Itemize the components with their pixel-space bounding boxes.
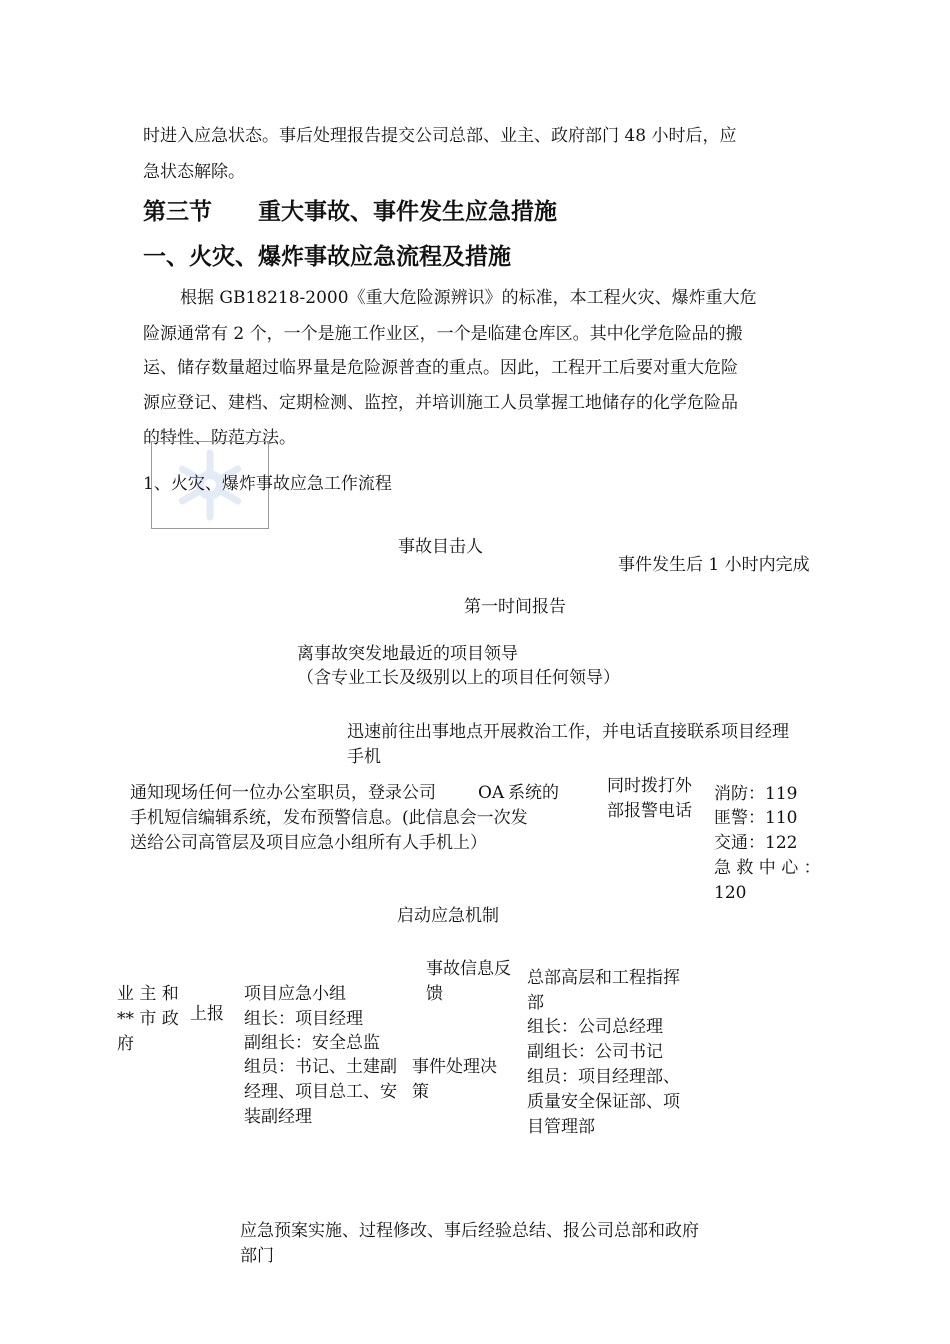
hq-deputy: 副组长：公司书记 (527, 1042, 663, 1062)
flow-final: 部门 (240, 1246, 274, 1266)
flow-time-note: 事件发生后 1 小时内完成 (618, 555, 810, 575)
flow-owner: 业 主 和 (117, 984, 179, 1004)
paragraph-line: 时进入应急状态。事后处理报告提交公司总部、业主、政府部门 48 小时后，应 (143, 126, 737, 146)
flow-decision: 事件处理决 (412, 1057, 497, 1077)
hq-title: 部 (527, 993, 544, 1013)
flow-start-mechanism: 启动应急机制 (397, 906, 499, 926)
flow-nearest-leader-note: （含专业工长及级别以上的项目任何领导） (297, 668, 620, 688)
hq-members: 质量安全保证部、项 (527, 1092, 680, 1112)
item-heading: 1、火灾、爆炸事故应急工作流程 (143, 474, 392, 494)
flow-owner: ** 市 政 (117, 1009, 179, 1029)
phone-police: 匪警：110 (714, 808, 798, 828)
phone-emergency-number: 120 (714, 883, 747, 903)
flow-feedback: 馈 (426, 984, 443, 1004)
flow-rush-line: 迅速前往出事地点开展救治工作，并电话直接联系项目经理 (347, 722, 789, 742)
phone-traffic: 交通：122 (714, 833, 798, 853)
subsection-title: 一、火灾、爆炸事故应急流程及措施 (143, 244, 511, 270)
paragraph-line: 运、储存数量超过临界量是危险源普查的重点。因此，工程开工后要对重大危险 (143, 358, 738, 378)
flow-owner: 府 (117, 1034, 134, 1054)
flow-external-call: 部报警电话 (607, 801, 692, 821)
paragraph-line: 急状态解除。 (143, 162, 245, 182)
notify-text: 通知现场任何一位办公室职员，登录公司 (130, 783, 436, 803)
hq-members: 目管理部 (527, 1117, 595, 1137)
flow-notify-line: 手机短信编辑系统，发布预警信息。(此信息会一次发 (130, 808, 528, 828)
project-team-title: 项目应急小组 (244, 984, 346, 1004)
flow-notify-line: 送给公司高管层及项目应急小组所有人手机上） (130, 833, 487, 853)
hq-members: 组员：项目经理部、 (527, 1067, 680, 1087)
project-team-members: 组员：书记、土建副 (244, 1057, 397, 1077)
section-title: 第三节 重大事故、事件发生应急措施 (143, 199, 557, 225)
flow-first-report: 第一时间报告 (464, 597, 566, 617)
paragraph-line: 的特性、防范方法。 (143, 428, 296, 448)
project-team-members: 经理、项目总工、安 (244, 1082, 397, 1102)
paragraph-line: 源应登记、建档、定期检测、监控，并培训施工人员掌握工地储存的化学危险品 (143, 393, 738, 413)
flow-nearest-leader: 离事故突发地最近的项目领导 (297, 644, 518, 664)
project-team-members: 装副经理 (244, 1107, 312, 1127)
phone-emergency-label: 急 救 中 心 ： (714, 858, 821, 878)
paragraph-line: 险源通常有 2 个，一个是施工作业区，一个是临建仓库区。其中化学危险品的搬 (143, 324, 743, 344)
flow-notify-oa: OA (478, 783, 505, 803)
flow-witness: 事故目击人 (398, 537, 483, 557)
hq-title: 总部高层和工程指挥 (527, 968, 680, 988)
phone-fire: 消防：119 (714, 784, 798, 804)
flow-rush-line: 手机 (347, 747, 381, 767)
hq-leader: 组长：公司总经理 (527, 1017, 663, 1037)
flow-notify-line-end: 系统的 (508, 783, 559, 803)
flow-final: 应急预案实施、过程修改、事后经验总结、报公司总部和政府 (240, 1221, 699, 1241)
paragraph-line: 根据 GB18218-2000《重大危险源辨识》的标准，本工程火灾、爆炸重大危 (180, 288, 757, 308)
flow-decision: 策 (412, 1082, 429, 1102)
project-team-deputy: 副组长：安全总监 (244, 1033, 380, 1053)
flow-external-call: 同时拨打外 (607, 776, 692, 796)
flow-report-up: 上报 (190, 1004, 224, 1024)
project-team-leader: 组长：项目经理 (244, 1009, 363, 1029)
flow-notify-line (130, 781, 436, 806)
flow-feedback: 事故信息反 (426, 959, 511, 979)
